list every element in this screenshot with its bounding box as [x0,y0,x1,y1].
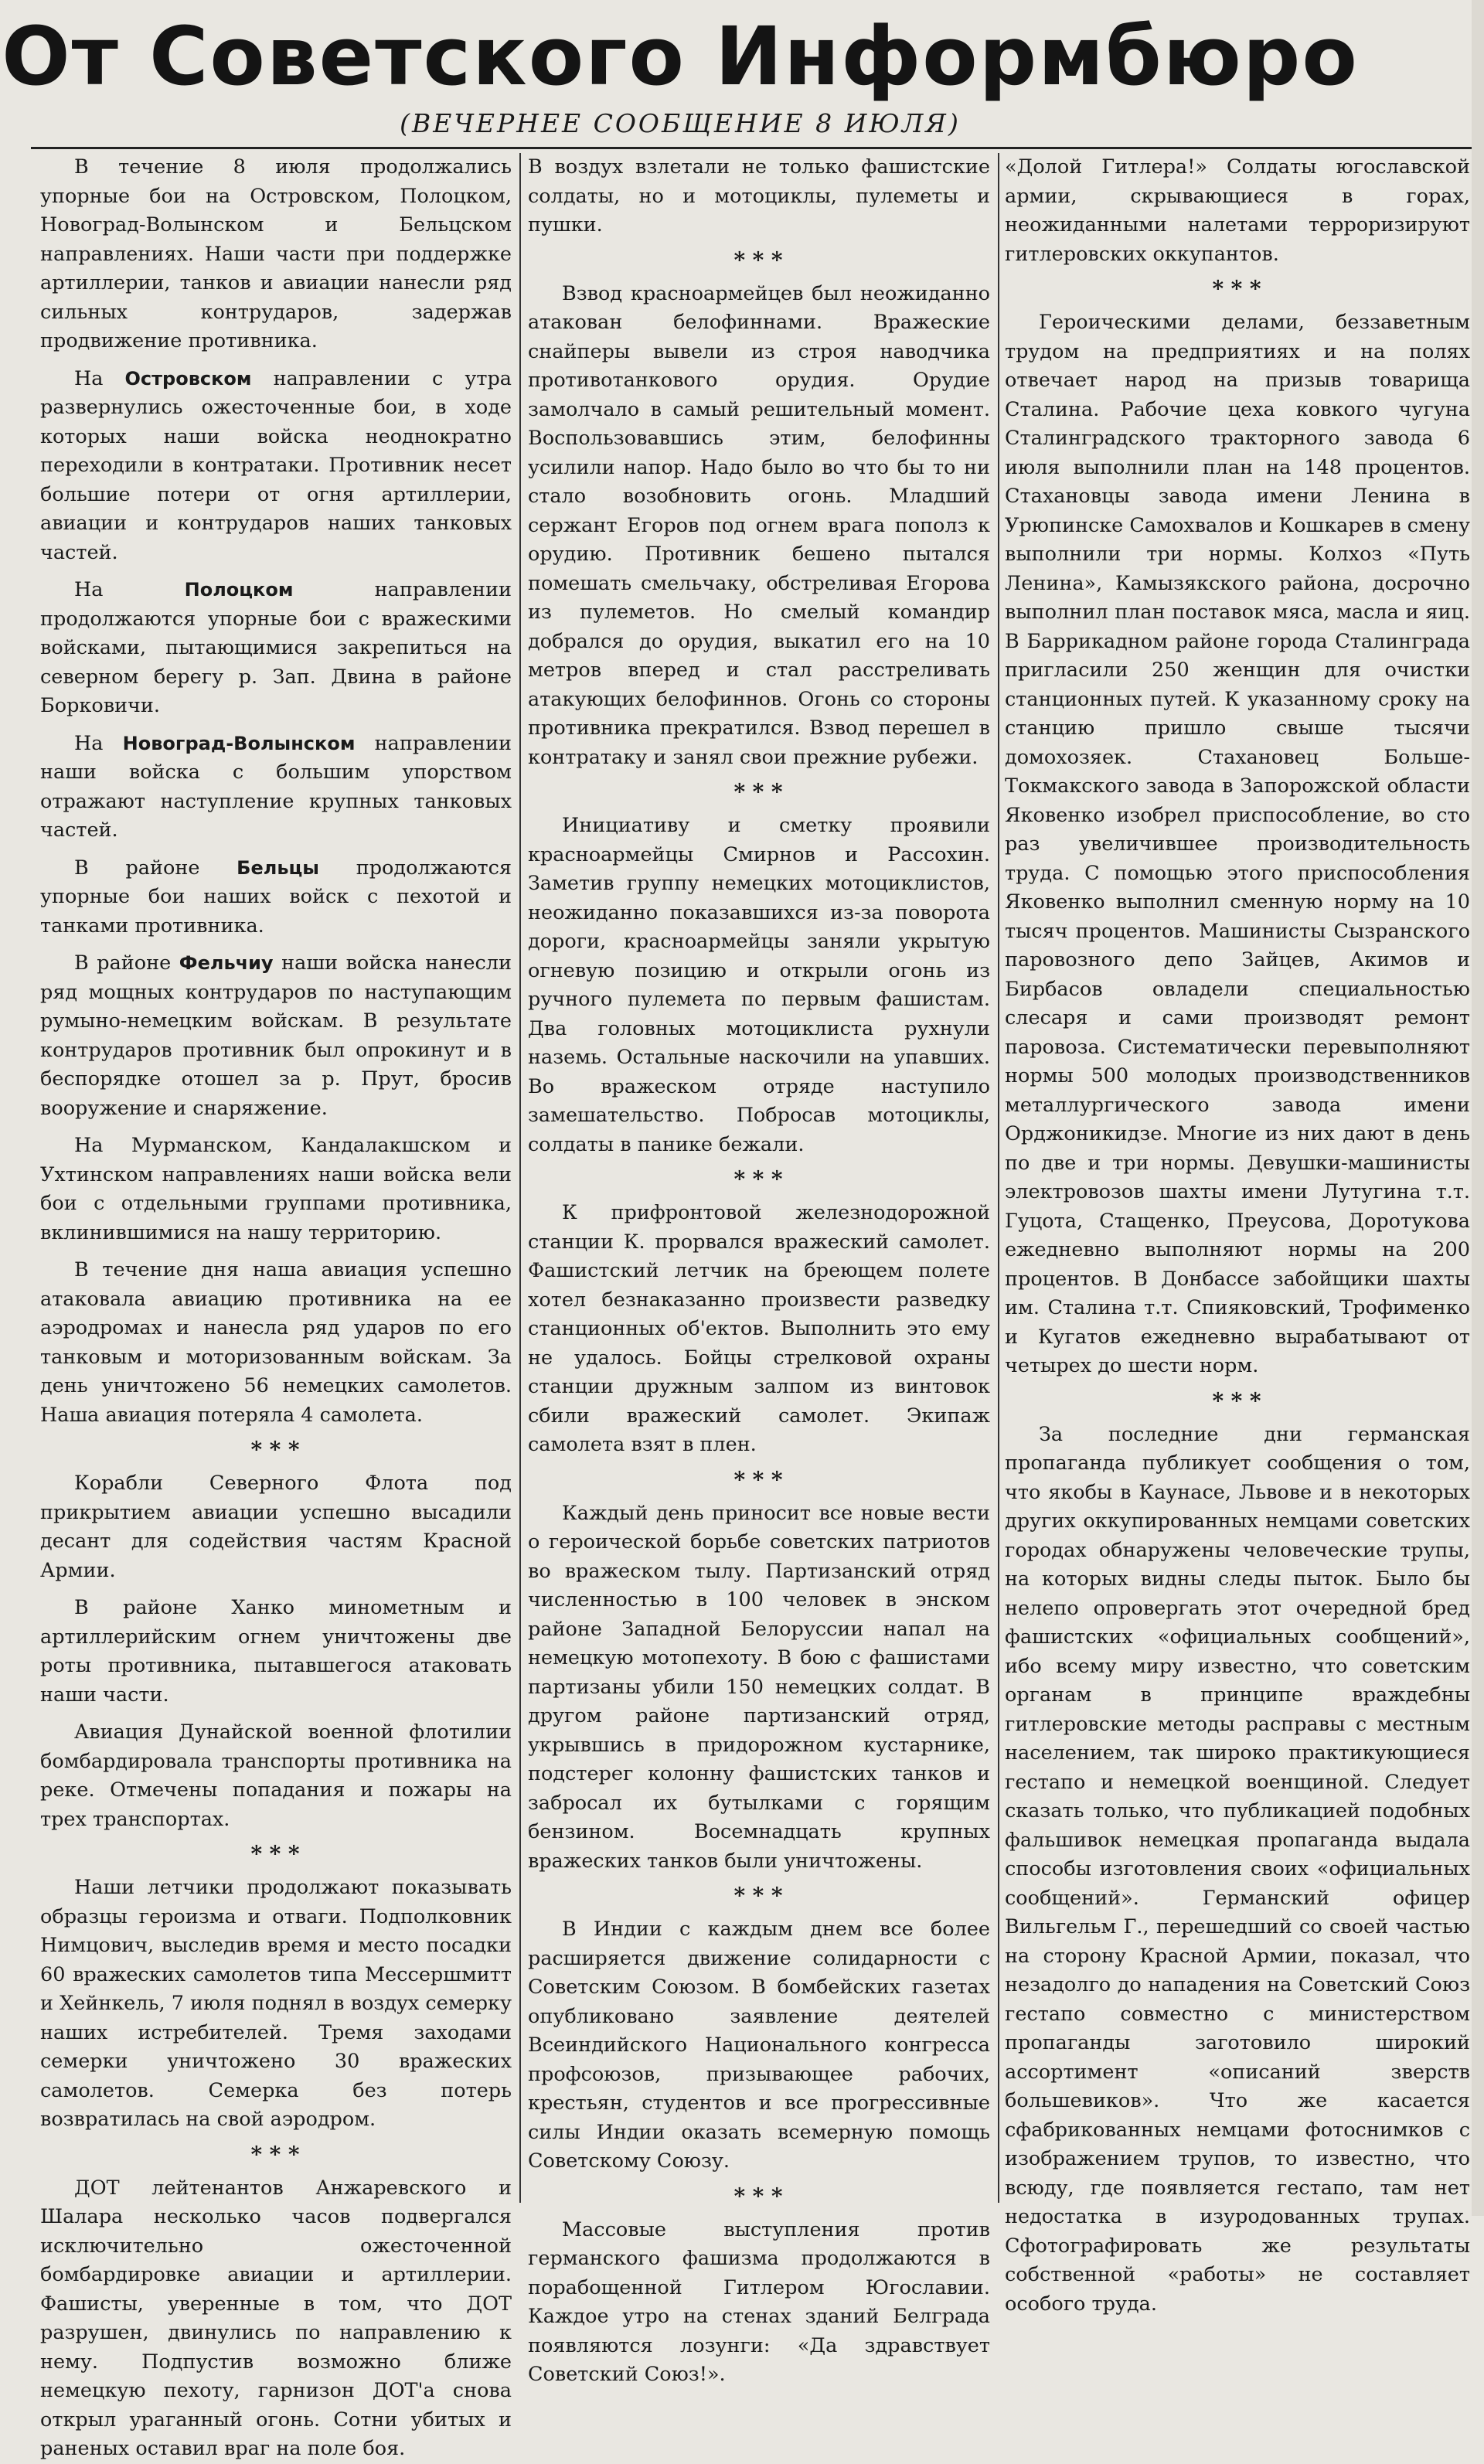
paragraph: В течение 8 июля продолжались упорные бои на Островском, Полоцком, Новоград-Волынском и Бельцском направлениях. Наши части при поддержке артиллерии, танков и авиации нанесли ряд сильных контрударов, задержав продвижение противника. [40,155,512,352]
paragraph: «Долой Гитлера!» Солдаты югославской армии, скрывающиеся в горах, неожиданными налетами терроризируют гитлеровских оккупантов. [1005,155,1470,266]
paragraph: Инициативу и сметку проявили красноармейцы Смирнов и Рассохин. Заметив группу немецких мотоциклистов, неожиданно показавшихся из-за поворота дороги, красноармейцы заняли укрытую огневую позицию и открыли огонь из ручного пулемета по первым фашистам. Два головных мотоциклиста рухнули наземь. Остальные наскочили на упавших. Во вражеском отряде наступило замешательство. Побросав мотоциклы, солдаты в панике бежали. [528,814,990,1156]
section-separator: * * * [733,1166,785,1192]
paragraph-text: направлении продолжаются упорные бои с вражескими войсками, пытающимися закрепиться на северном берегу р. Зап. Двина в районе Борковичи. [40,578,512,717]
section-separator: * * * [1212,1387,1263,1414]
paragraph: Героическими делами, беззаветным трудом на предприятиях и на полях отвечает народ на призыв товарища Сталина. Рабочие цеха ковкого чугуна Сталинградского тракторного завода 6 июля выполнили план на 148 процентов. Стахановцы завода имени Ленина в Урюпинске Самохвалов и Кошкарев в смену выполнили три нормы. Колхоз «Путь Ленина», Камызякского района, досрочно выполнил план поставок мяса, масла и яиц. В Баррикадном районе города Сталинграда пригласили 250 женщин для очистки станционных путей. К указанному сроку на станцию пришло свыше тысячи домохозяек. Стахановец Больше-Токмакского завода в Запорожской области Яковенко изобрел приспособление, во сто раз увеличившее производительность труда. С помощью этого приспособления Яковенко выполнил сменную норму на 10 тысяч процентов. Машинисты Сызранского паровозного депо Зайцев, Акимов и Бирбасов овладели специальностью слесаря и сами производят ремонт паровоза. Систематически перевыполняют нормы 500 молодых производственников металлургического завода имени Орджоникидзе. Многие из них дают в день по две и три нормы. Девушки-машинисты электровозов шахты имени Лутугина т.т. Гуцота, Стащенко, Преусова, Доротукова ежедневно выполняют нормы на 200 процентов. В Донбассе забойщики шахты им. Сталина т.т. Спияковский, Трофименко и Кугатов ежедневно вырабатывают от четырех до шести норм. [1005,311,1470,1377]
paragraph: На Мурманском, Кандалакшском и Ухтинском направлениях наши войска вели бои с отдельными группами противника, вклинившимися на нашу территорию. [40,1134,512,1244]
section-separator: * * * [250,1841,301,1867]
paragraph: Каждый день приносит все новые вести о героической борьбе советских патриотов во вражеском тылу. Партизанский отряд численностью в 100 человек в энском районе Западной Белоруссии напал на немецкую мотопехоту. В бою с фашистами партизаны убили 150 немецких солдат. В другом районе партизанский отряд, укрывшись в придорожном кустарнике, подстерег колонну фашистских танков и забросал их бутылками с горящим бензином. Восемнадцать крупных вражеских танков были уничтожены. [528,1501,990,1873]
paragraph-text: На [74,578,185,601]
place-name: Новоград-Волынском [122,732,356,754]
paragraph: В воздух взлетали не только фашистские солдаты, но и мотоциклы, пулеметы и пушки. [528,155,990,237]
place-name: Островском [124,367,252,390]
column-3 [1005,153,1470,2316]
paragraph-text: На [74,731,123,755]
section-separator: * * * [250,1437,301,1462]
paragraph-text: В районе [74,951,179,975]
column-divider-1 [519,153,521,2203]
paragraph: В течение дня наша авиация успешно атаковала авиацию противника на ее аэродромах и нанесла ряд ударов по его танковым и моторизованным войскам. За день уничтожено 56 немецких самолетов. Наша авиация потеряла 4 самолета. [40,1258,512,1427]
section-separator: * * * [733,2183,785,2209]
paragraph: Авиация Дунайской военной флотилии бомбардировала транспорты противника на реке. Отмечены попадания и пожары на трех транспортах. [40,1720,512,1831]
paragraph-text: В районе [74,856,237,880]
paragraph [40,365,512,568]
paragraph: Корабли Северного Флота под прикрытием авиации успешно высадили десант для содействия частям Красной Армии. [40,1472,512,1582]
paragraph: В Индии с каждым днем все более расширяется движение солидарности с Советским Союзом. В бомбейских газетах опубликовано заявление деятелей Всеиндийского Национального конгресса профсоюзов, призывающее рабочих, крестьян, студентов и все прогрессивные силы Индии оказать всемерную помощь Советскому Союзу. [528,1918,990,2173]
paragraph: ДОТ лейтенантов Анжаревского и Шалара несколько часов подвергался исключительно ожесточенной бомбардировке авиации и артиллерии. Фашисты, уверенные в том, что ДОТ разрушен, двинулись по направлению к нему. Подпустив возможно ближе немецкую пехоту, гарнизон ДОТ'а снова открыл ураганный огонь. Сотни убитых и раненых оставил враг на поле боя. [40,2176,512,2460]
paragraph: Наши летчики продолжают показывать образцы героизма и отваги. Подполковник Нимцович, выследив время и место посадки 60 вражеских самолетов типа Мессершмитт и Хейнкель, 7 июля поднял в воздух семерку наших истребителей. Тремя заходами семерки уничтожено 30 вражеских самолетов. Семерка без потерь возвратилась на свой аэродром. [40,1876,512,2131]
paragraph-text: наши войска нанесли ряд мощных контрударов по наступающим румыно-немецким войскам. В результате контрударов противник был опрокинут и в беспорядке отошел за р. Прут, бросив вооружение и снаряжение. [40,951,512,1120]
paragraph: К прифронтовой железнодорожной станции К. прорвался вражеский самолет. Фашистский летчик на бреющем полете хотел безнаказанно произвести разведку станционных об'ектов. Выполнить это ему не удалось. Бойцы стрелковой охраны станции дружным залпом из винтовок сбили вражеский самолет. Экипаж самолета взят в плен. [528,1201,990,1456]
column-2 [528,153,990,2386]
section-separator: * * * [250,2141,301,2167]
section-separator: * * * [1212,276,1263,301]
paragraph: Массовые выступления против германского фашизма продолжаются в порабощенной Гитлером Югославии. Каждое утро на стенах зданий Белграда появляются лозунги: «Да здравствует Советский Союз!». [528,2217,990,2386]
paragraph [40,949,512,1123]
place-name: Полоцком [184,579,294,601]
paragraph-text: На [74,366,125,390]
page-title: От Советского Информбюро [2,9,1359,104]
section-separator: * * * [733,779,785,805]
section-separator: * * * [733,1883,785,1908]
column-1 [40,153,512,2460]
paragraph: Взвод красноармейцев был неожиданно атакован белофиннами. Вражеские снайперы вывели из строя наводчика противотанкового орудия. Орудие замолчало в самый решительный момент. Воспользовавшись этим, белофинны усилили напор. Надо было во что бы то ни стало возобновить огонь. Младший сержант Егоров под огнем врага пополз к орудию. Противник бешено пытался помешать смельчаку, обстреливая Егорова из пулеметов. Но смелый командир добрался до орудия, выкатил его на 10 метров вперед и стал расстреливать атакующих белофиннов. Огонь со стороны противника прекратился. Взвод перешел в контратаку и занял свои прежние рубежи. [528,281,990,769]
paragraph-text: продолжаются упорные бои наших войск с пехотой и танками противника. [40,856,512,938]
place-name: Фельчиу [179,952,274,974]
section-separator: * * * [733,1466,785,1492]
page-subtitle: (ВЕЧЕРНЕЕ СООБЩЕНИЕ 8 ИЮЛЯ) [400,108,961,138]
paragraph-text: направлении с утра развернулись ожесточенные бои, в ходе которых наши войска неоднократно переходили в контратаки. Противник несет большие потери от огня артиллерии, авиации и контрударов наших танковых частей. [40,366,512,564]
place-name: Бельцы [237,856,319,879]
adjacent-page-edge [1472,0,1484,2216]
paragraph-text: направлении наши войска с большим упорством отражают наступление крупных танковых частей. [40,731,512,842]
paragraph [40,730,512,846]
paragraph [40,576,512,721]
section-separator: * * * [733,247,785,273]
paragraph: За последние дни германская пропаганда публикует сообщения о том, что якобы в Каунасе, Львове и в некоторых других оккупированных немцами советских городах обнаружены человеческие трупы, на которых видны следы пыток. Было бы нелепо опровергать этот очередной бред фашистских «официальных сообщений», ибо всему миру известно, что советским органам в принципе враждебны гитлеровские методы расправы с местным населением, так широко практикующиеся гестапо и немецкой военщиной. Следует сказать только, что публикацией подобных фальшивок немецкая пропаганда выдала способы изготовления своих «официальных сообщений». Германский офицер Вильгельм Г., перешедший со своей частью на сторону Красной Армии, показал, что незадолго до нападения на Советский Союз гестапо совместно с министерством пропаганды заготовило широкий ассортимент «описаний зверств большевиков». Что же касается сфабрикованных немцами фотоснимков с изображением трупов, то известно, что всюду, где появляется гестапо, там нет недостатка в изуродованных трупах. Сфотографировать же результаты собственной «работы» не составляет особого труда. [1005,1422,1470,2316]
column-divider-2 [998,153,999,2203]
header-rule [31,147,1476,149]
paragraph [40,854,512,941]
paragraph: В районе Ханко минометным и артиллерийским огнем уничтожены две роты противника, пытавшегося атаковать наши части. [40,1596,512,1707]
